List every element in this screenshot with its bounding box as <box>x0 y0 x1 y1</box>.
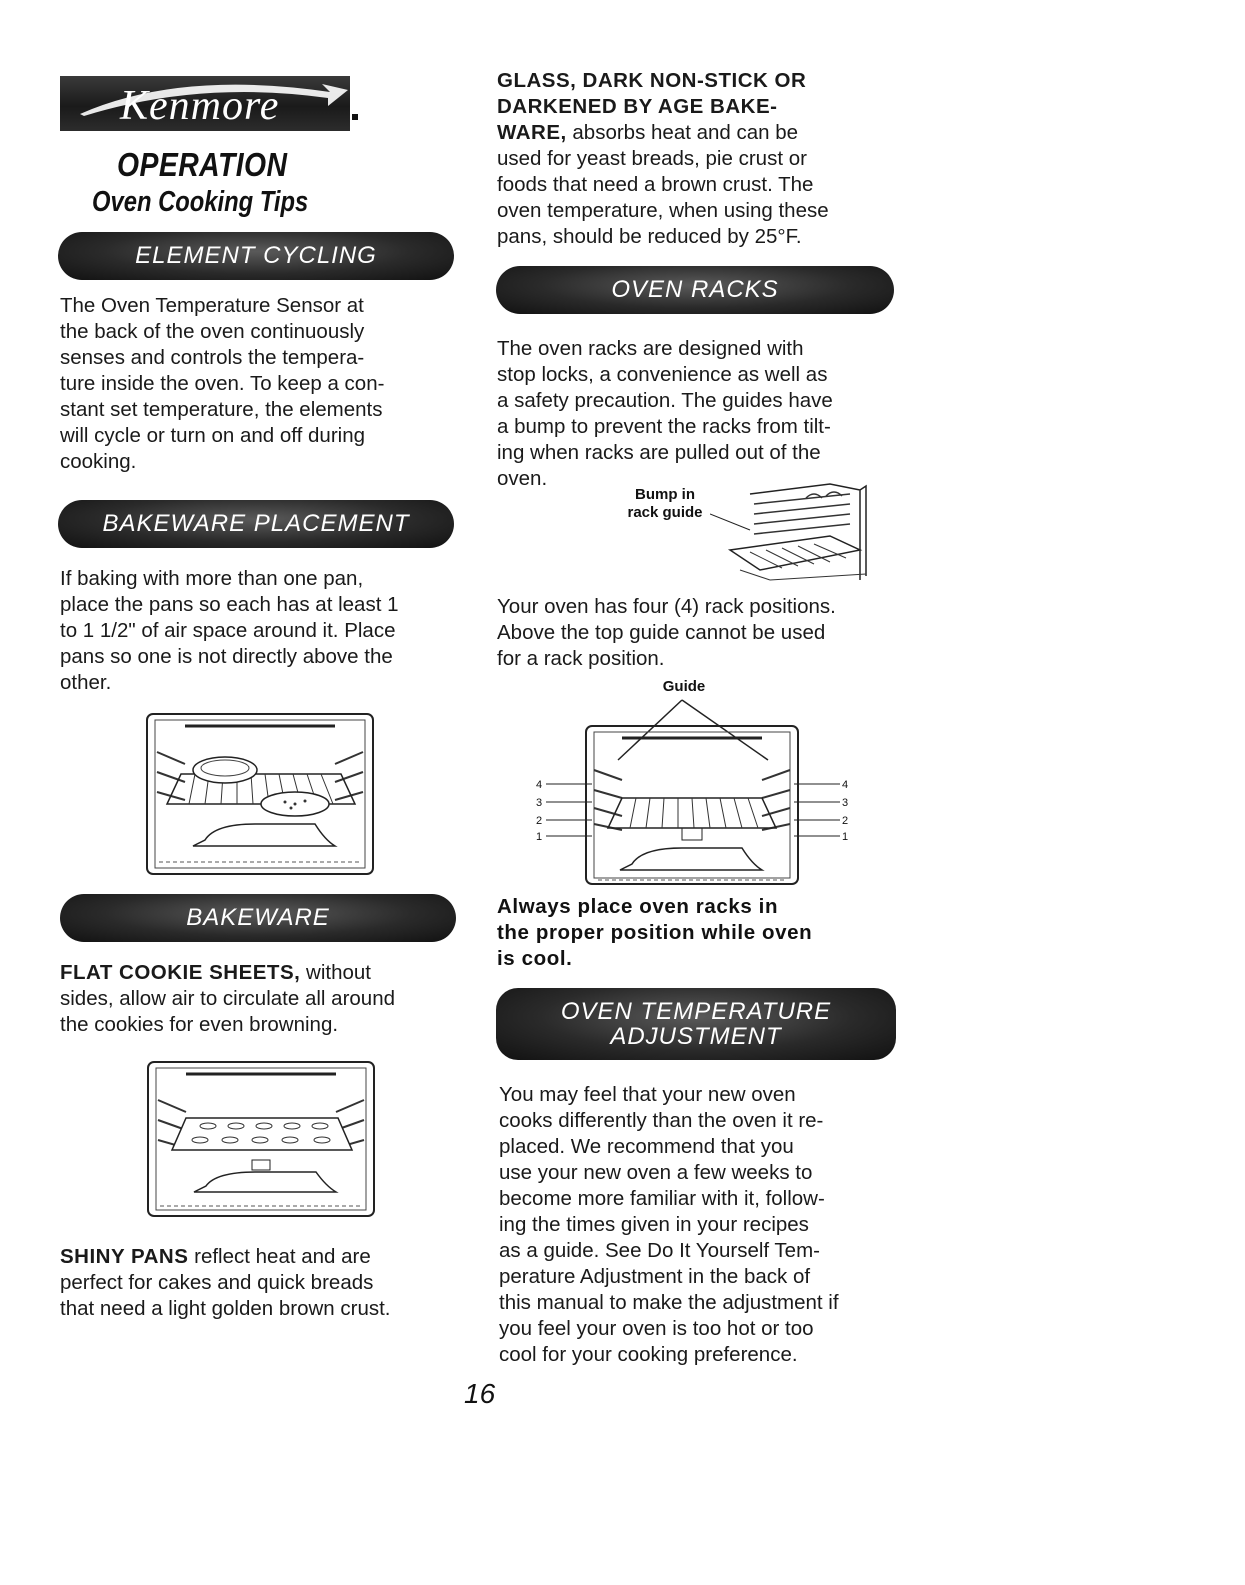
oven-two-pans-illustration <box>145 712 375 878</box>
rack-number-right-2: 2 <box>842 815 849 827</box>
banner-label: BAKEWARE <box>186 904 330 932</box>
rack-number-left-4: 4 <box>536 779 543 791</box>
guide-label: Guide <box>662 678 706 695</box>
glass-bakeware-lead: GLASS, DARK NON-STICK OR DARKENED BY AGE BAKE- WARE, <box>497 69 807 144</box>
banner-bakeware-placement <box>58 500 454 548</box>
banner-label: BAKEWARE PLACEMENT <box>102 510 410 538</box>
banner-element-cycling <box>58 232 454 280</box>
logo-text: Kenmore <box>120 83 280 129</box>
shiny-pans-text <box>60 1244 460 1322</box>
kenmore-logo <box>60 76 360 136</box>
banner-oven-racks <box>496 266 894 314</box>
glass-bakeware-body: absorbs heat and can be used for yeast breads, pie crust or foods that need a brown crust. The oven temperature, when using these pans, should be reduced by 25°F. <box>497 121 829 248</box>
rack-number-left-2: 2 <box>536 815 543 827</box>
temperature-adjustment-text: You may feel that your new oven cooks differently than the oven it re- placed. We recommend that you use your new oven a few weeks to become more familiar with it, follow- ing the times given in your recipes as a guide. See Do It Yourself Tem- perature Adjustment in the back of this manual to make the adjustment if you feel your oven is too hot or too cool for your cooking preference. <box>499 1083 839 1366</box>
banner-bakeware <box>60 894 456 942</box>
rack-positions-text: Your oven has four (4) rack positions. Above the top guide cannot be used for a rack position. <box>497 595 836 670</box>
page-number: 16 <box>464 1378 496 1409</box>
banner-label-line2: ADJUSTMENT <box>610 1023 782 1050</box>
oven-rack-positions-illustration <box>532 698 852 888</box>
rack-safety-warning: Always place oven racks in the proper position while oven is cool. <box>497 895 813 970</box>
oven-cookie-sheet-illustration <box>146 1060 376 1220</box>
oven-racks-text: The oven racks are designed with stop locks, a convenience as well as a safety precaution. The guides have a bump to prevent the racks from tilt- ing when racks are pulled out of the oven. <box>497 337 833 490</box>
bakeware-placement-text: If baking with more than one pan, place the pans so each has at least 1 to 1 1/2" of air space around it. Place pans so one is not directly above the other. <box>60 567 399 694</box>
rack-number-right-3: 3 <box>842 797 849 809</box>
page-subtitle: Oven Cooking Tips <box>92 186 309 218</box>
shiny-pans-lead: SHINY PANS <box>60 1245 189 1268</box>
rack-number-right-4: 4 <box>842 779 849 791</box>
rack-guide-bump-illustration <box>710 480 870 586</box>
shiny-pans-body: reflect heat and are perfect for cakes and quick breads that need a light golden brown crust. <box>60 1245 391 1320</box>
glass-bakeware-text <box>497 68 907 250</box>
flat-cookie-sheets-text <box>60 960 460 1038</box>
bump-in-rack-guide-label: Bump in rack guide <box>627 486 703 521</box>
page-title: OPERATION <box>117 146 288 183</box>
flat-cookie-sheets-lead: FLAT COOKIE SHEETS, <box>60 961 301 984</box>
banner-label: OVEN RACKS <box>611 276 779 304</box>
banner-label: ELEMENT CYCLING <box>135 242 377 270</box>
banner-oven-temperature-adjustment <box>496 988 896 1060</box>
rack-number-right-1: 1 <box>842 831 849 843</box>
rack-number-left-3: 3 <box>536 797 543 809</box>
logo-dot <box>352 114 358 120</box>
flat-cookie-sheets-body: without sides, allow air to circulate all around the cookies for even browning. <box>60 961 395 1036</box>
banner-label-line1: OVEN TEMPERATURE <box>560 997 832 1025</box>
rack-number-left-1: 1 <box>536 831 543 843</box>
element-cycling-text: The Oven Temperature Sensor at the back of the oven continuously senses and controls the tempera- ture inside the oven. To keep a con- stant set temperature, the elements will cycle or turn on and off during cooking. <box>60 294 385 473</box>
